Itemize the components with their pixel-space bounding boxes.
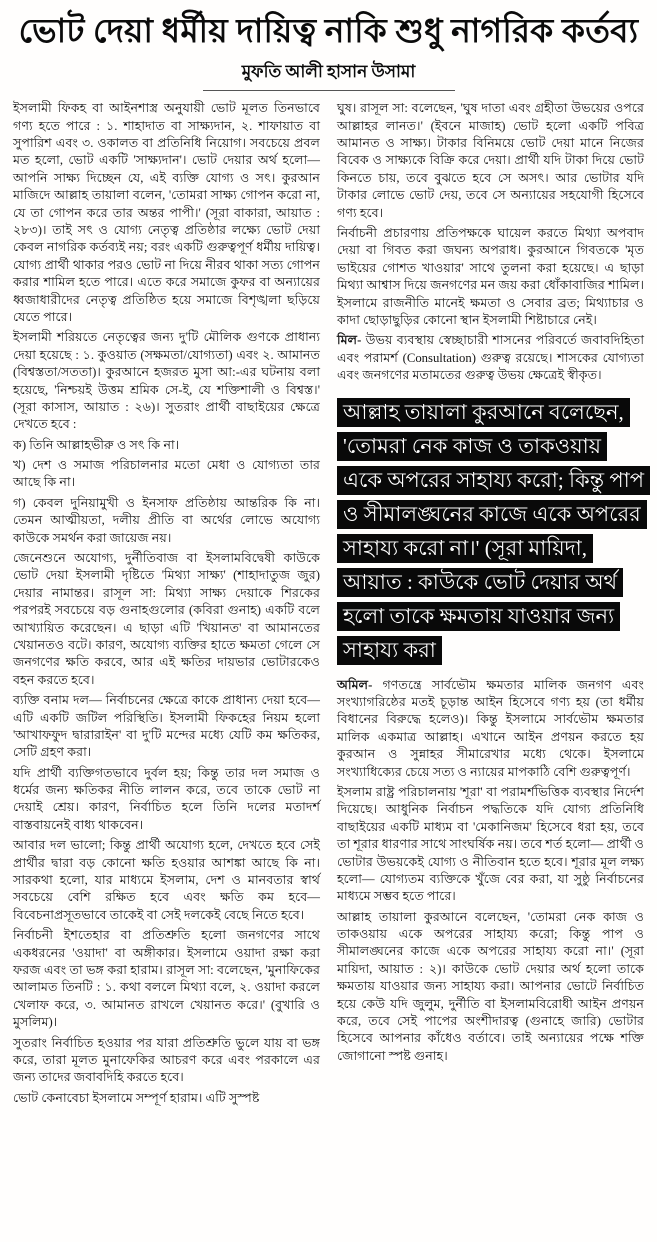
- paragraph: ইসলাম রাষ্ট্র পরিচালনায় 'শূরা' বা পরামর্শভিত্তিক ব্যবস্থার নির্দেশ দিয়েছে। আধুনিক নির্বাচন পদ্ধতিকে যদি যোগ্য প্রতিনিধি বাছাইয়ের একটি মাধ্যম বা 'মেকানিজম' হিসেবে ধরা হয়, তবে তা শূরার ধারণার সাথে সাংঘর্ষিক নয়। তবে শর্ত হলো— প্রার্থী ও ভোটার উভয়কেই যোগ্য ও নীতিবান হতে হবে। শূরার মূল লক্ষ্য হলো— যোগ্যতম ব্যক্তিকে খুঁজে বের করা, যা সুষ্ঠু নির্বাচনের মাধ্যমে সম্ভব হতে পারে।: [337, 784, 644, 904]
- right-column: [337, 100, 644, 1068]
- paragraph-lead: মিল-: [337, 333, 362, 348]
- paragraph: আবার দল ভালো; কিন্তু প্রার্থী অযোগ্য হলে, দেখতে হবে সেই প্রার্থীর দ্বারা বড় কোনো ক্ষতি হওয়ার আশঙ্কা আছে কি না। সারকথা হলো, যার মাধ্যমে ইসলাম, দেশ ও মানবতার স্বার্থ সবচেয়ে বেশি রক্ষিত হবে এবং ক্ষতি কম হবে— বিবেচনাপ্রসূতভাবে তাকেই বা সেই দলকেই বেছে নিতে হবে।: [13, 838, 320, 922]
- list-item: খ) দেশ ও সমাজ পরিচালনার মতো মেধা ও যোগ্যতা তার আছে কি না।: [13, 458, 320, 490]
- paragraph-text: গণতন্ত্রে সার্বভৌম ক্ষমতার মালিক জনগণ এবং সংখ্যাগরিষ্ঠের মতই চূড়ান্ত আইন হিসেবে গণ্য হয় (তা ধর্মীয় বিধানের বিরুদ্ধে হলেও)। কিন্তু ইসলামে সার্বভৌম ক্ষমতার মালিক একমাত্র আল্লাহ। এখানে আইন প্রণয়ন করতে হয় কুরআন ও সুন্নাহর সীমারেখার মধ্যে থেকে। ইসলামে সংখ্যাধিক্যের চেয়ে সত্য ও ন্যায়ের মাপকাঠি বেশি গুরুত্বপূর্ণ।: [337, 677, 644, 779]
- paragraph: আল্লাহ তায়ালা কুরআনে বলেছেন, 'তোমরা নেক কাজ ও তাকওয়ায় একে অপরের সাহায্য করো; কিন্তু পাপ ও সীমালঙ্ঘনের কাজে একে অপরের সাহায্য করো না।' (সূরা মায়িদা, আয়াত : ২)। কাউকে ভোট দেয়ার অর্থ হলো তাকে ক্ষমতায় যাওয়ার জন্য সাহায্য করা। আপনার ভোটে নির্বাচিত হয়ে কেউ যদি জুলুম, দুর্নীতি বা ইসলামবিরোধী আইন প্রণয়ন করে, তবে সেই পাপের অংশীদারত্ব (গুনাহে জারি) ভোটার হিসেবে আপনার কাঁধেও বর্তাবে। তাই অন্যায়ের পক্ষে শক্তি জোগানো স্পষ্ট গুনাহ।: [337, 909, 644, 1063]
- paragraph: নির্বাচনী প্রচারণায় প্রতিপক্ষকে ঘায়েল করতে মিথ্যা অপবাদ দেয়া বা গিবত করা জঘন্য অপরাধ। কুরআনে গিবতকে 'মৃত ভাইয়ের গোশত খাওয়ার' সাথে তুলনা করা হয়েছে। এ ছাড়া মিথ্যা আশ্বাস দিয়ে জনগণের মন জয় করা ধোঁকাবাজির শামিল। ইসলামে রাজনীতি মানেই ক্ষমতা ও সেবার ব্রত; মিথ্যাচার ও কাদা ছোড়াছুড়ির কোনো স্থান ইসলামী শিষ্টাচারে নেই।: [337, 225, 644, 327]
- paragraph-amil: [337, 677, 644, 781]
- pull-quote: [337, 395, 644, 667]
- article-title: ভোট দেয়া ধর্মীয় দায়িত্ব নাকি শুধু নাগরিক কর্তব্য: [18, 14, 639, 50]
- article-header: [13, 12, 644, 91]
- paragraph: জেনেশুনে অযোগ্য, দুর্নীতিবাজ বা ইসলামবিদ্বেষী কাউকে ভোট দেয়া ইসলামী দৃষ্টিতে 'মিথ্যা সাক্ষ্য' (শাহাদাতুজ জুর) দেয়ার নামান্তর। রাসূল সা: মিথ্যা সাক্ষ্য দেয়াকে শিরকের পরপরই সবচেয়ে বড় গুনাহগুলোর (কবিরা গুনাহ) একটি বলে আখ্যায়িত করেছেন। এ ছাড়া এটি 'খিয়ানত' বা আমানতের খেয়ানতও বটে। কারণ, অযোগ্য ব্যক্তির হাতে ক্ষমতা গেলে সে জনগণের ক্ষতি করবে, আর এই ক্ষতির দায়ভার ভোটারকেও বহন করতে হবে।: [13, 551, 320, 687]
- list-item: ক) তিনি আল্লাহভীরু ও সৎ কি না।: [13, 437, 180, 452]
- pull-quote-text: আল্লাহ তায়ালা কুরআনে বলেছেন, 'তোমরা নেক কাজ ও তাকওয়ায় একে অপরের সাহায্য করো; কিন্তু পাপ ও সীমালঙ্ঘনের কাজে একে অপরের সাহায্য করো না।' (সূরা মায়িদা, আয়াত : কাউকে ভোট দেয়ার অর্থ হলো তাকে ক্ষমতায় যাওয়ার জন্য সাহায্য করা: [337, 398, 650, 665]
- paragraph: ঘুষ। রাসূল সা: বলেছেন, 'ঘুষ দাতা এবং গ্রহীতা উভয়ের ওপরে আল্লাহর লানত।' (ইবনে মাজাহ) ভোট হলো একটি পবিত্র আমানত ও সাক্ষ্য। টাকার বিনিময়ে ভোট দেয়া মানে নিজের বিবেক ও সাক্ষ্যকে বিক্রি করে দেয়া। প্রার্থী যদি টাকা দিয়ে ভোট কিনতে চায়, তবে বুঝতে হবে সে অসৎ। আর ভোটার যদি টাকার লোভে ভোট দেয়, তবে সে অন্যায়ের সহযোগী হিসেবে গণ্য হবে।: [337, 101, 644, 220]
- article-byline: মুফতি আলী হাসান উসামা: [241, 62, 416, 82]
- paragraph: যদি প্রার্থী ব্যক্তিগতভাবে দুর্বল হয়; কিন্তু তার দল সমাজ ও ধর্মের জন্য ক্ষতিকর নীতি লালন করে, তবে তাকে ভোট না দেয়াই শ্রেয়। কারণ, নির্বাচিত হলে তিনি দলের মতাদর্শ বাস্তবায়নেই বাধ্য থাকবেন।: [13, 765, 320, 832]
- left-column: [13, 100, 320, 1110]
- paragraph: ইসলামী ফিকহ বা আইনশাস্ত্র অনুযায়ী ভোট মূলত তিনভাবে গণ্য হতে পারে : ১. শাহাদাত বা সাক্ষ্যদান, ২. শাফায়াত বা সুপারিশ এবং ৩. ওকালত বা প্রতিনিধি নিয়োগ। সবচেয়ে প্রবল মত হলো, ভোট একটি 'সাক্ষ্যদান'। ভোট দেয়ার অর্থ হলো— আপনি সাক্ষ্য দিচ্ছেন যে, এই ব্যক্তি যোগ্য ও সৎ। কুরআন মাজিদে আল্লাহ তায়ালা বলেন, 'তোমরা সাক্ষ্য গোপন করো না, যে তা গোপন করে তার অন্তর পাপী।' (সূরা বাকারা, আয়াত : ২৮৩)। তাই সৎ ও যোগ্য নেতৃত্ব প্রতিষ্ঠার লক্ষ্যে ভোট দেয়া কেবল নাগরিক কর্তব্যই নয়; বরং একটি গুরুত্বপূর্ণ ধর্মীয় দায়িত্ব। যোগ্য প্রার্থী থাকার পরও ভোট না দিয়ে নীরব থাকা সত্য গোপন করার শামিল হতে পারে। এতে করে সমাজে কুফর বা অন্যায়ের ধ্বজাধারীদের নেতৃত্ব প্রতিষ্ঠিত হয়ে সমাজে বিশৃঙ্খলা ছড়িয়ে যেতে পারে।: [13, 101, 320, 324]
- paragraph: সুতরাং নির্বাচিত হওয়ার পর যারা প্রতিশ্রুতি ভুলে যায় বা ভঙ্গ করে, তারা মূলত মুনাফেকির আচরণ করে এবং পরকালে এর জন্য তাদের জবাবদিহি করতে হবে।: [13, 1035, 320, 1085]
- paragraph-mil: [337, 332, 644, 384]
- paragraph: ইসলামী শরিয়তে নেতৃত্বের জন্য দু'টি মৌলিক গুণকে প্রাধান্য দেয়া হয়েছে : ১. কুওয়াত (সক্ষমতা/যোগ্যতা) এবং ২. আমানত (বিশ্বস্ততা/সততা)। কুরআনে হজরত মুসা আ:-এর ঘটনায় বলা হয়েছে, 'নিশ্চয়ই উত্তম শ্রমিক সে-ই, যে শক্তিশালী ও বিশ্বস্ত।' (সূরা কাসাস, আয়াত : ২৬)। সুতরাং প্রার্থী বাছাইয়ের ক্ষেত্রে দেখতে হবে :: [13, 330, 320, 432]
- paragraph: ব্যক্তি বনাম দল— নির্বাচনের ক্ষেত্রে কাকে প্রাধান্য দেয়া হবে— এটি একটি জটিল পরিস্থিতি। ইসলামী ফিকহের নিয়ম হলো 'আখাফফুদ দ্বারারাইন' বা দু'টি মন্দের মধ্যে যেটি কম ক্ষতিকর, সেটি গ্রহণ করা।: [13, 693, 320, 760]
- paragraph-lead: অমিল-: [337, 677, 373, 692]
- list-item: গ) কেবল দুনিয়ামুখী ও ইনসাফ প্রতিষ্ঠায় আন্তরিক কি না। তেমন আত্মীয়তা, দলীয় প্রীতি বা অর্থের লোভে অযোগ্য কাউকে সমর্থন করা জায়েজ নয়।: [13, 495, 320, 545]
- paragraph-text: উভয় ব্যবস্থায় স্বেচ্ছাচারী শাসনের পরিবর্তে জবাবদিহিতা এবং পরামর্শ (Consultation) গুরুত্ব রয়েছে। শাসকের যোগ্যতা এবং জনগণের মতামতের গুরুত্ব উভয় ক্ষেত্রেই স্বীকৃত।: [337, 333, 644, 383]
- paragraph: ভোট কেনাবেচা ইসলামে সম্পূর্ণ হারাম। এটি সুস্পষ্ট: [13, 1090, 260, 1105]
- paragraph: নির্বাচনী ইশতেহার বা প্রতিশ্রুতি হলো জনগণের সাথে একধরনের 'ওয়াদা' বা অঙ্গীকার। ইসলামে ওয়াদা রক্ষা করা ফরজ এবং তা ভঙ্গ করা হারাম। রাসূল সা: বলেছেন, 'মুনাফিকের আলামত তিনটি : ১. কথা বললে মিথ্যা বলে, ২. ওয়াদা করলে খেলাফ করে, ৩. আমানত রাখলে খেয়ানত করে।' (বুখারি ও মুসলিম)।: [13, 928, 320, 1030]
- byline-divider: [203, 90, 455, 91]
- article-body: [13, 100, 644, 1110]
